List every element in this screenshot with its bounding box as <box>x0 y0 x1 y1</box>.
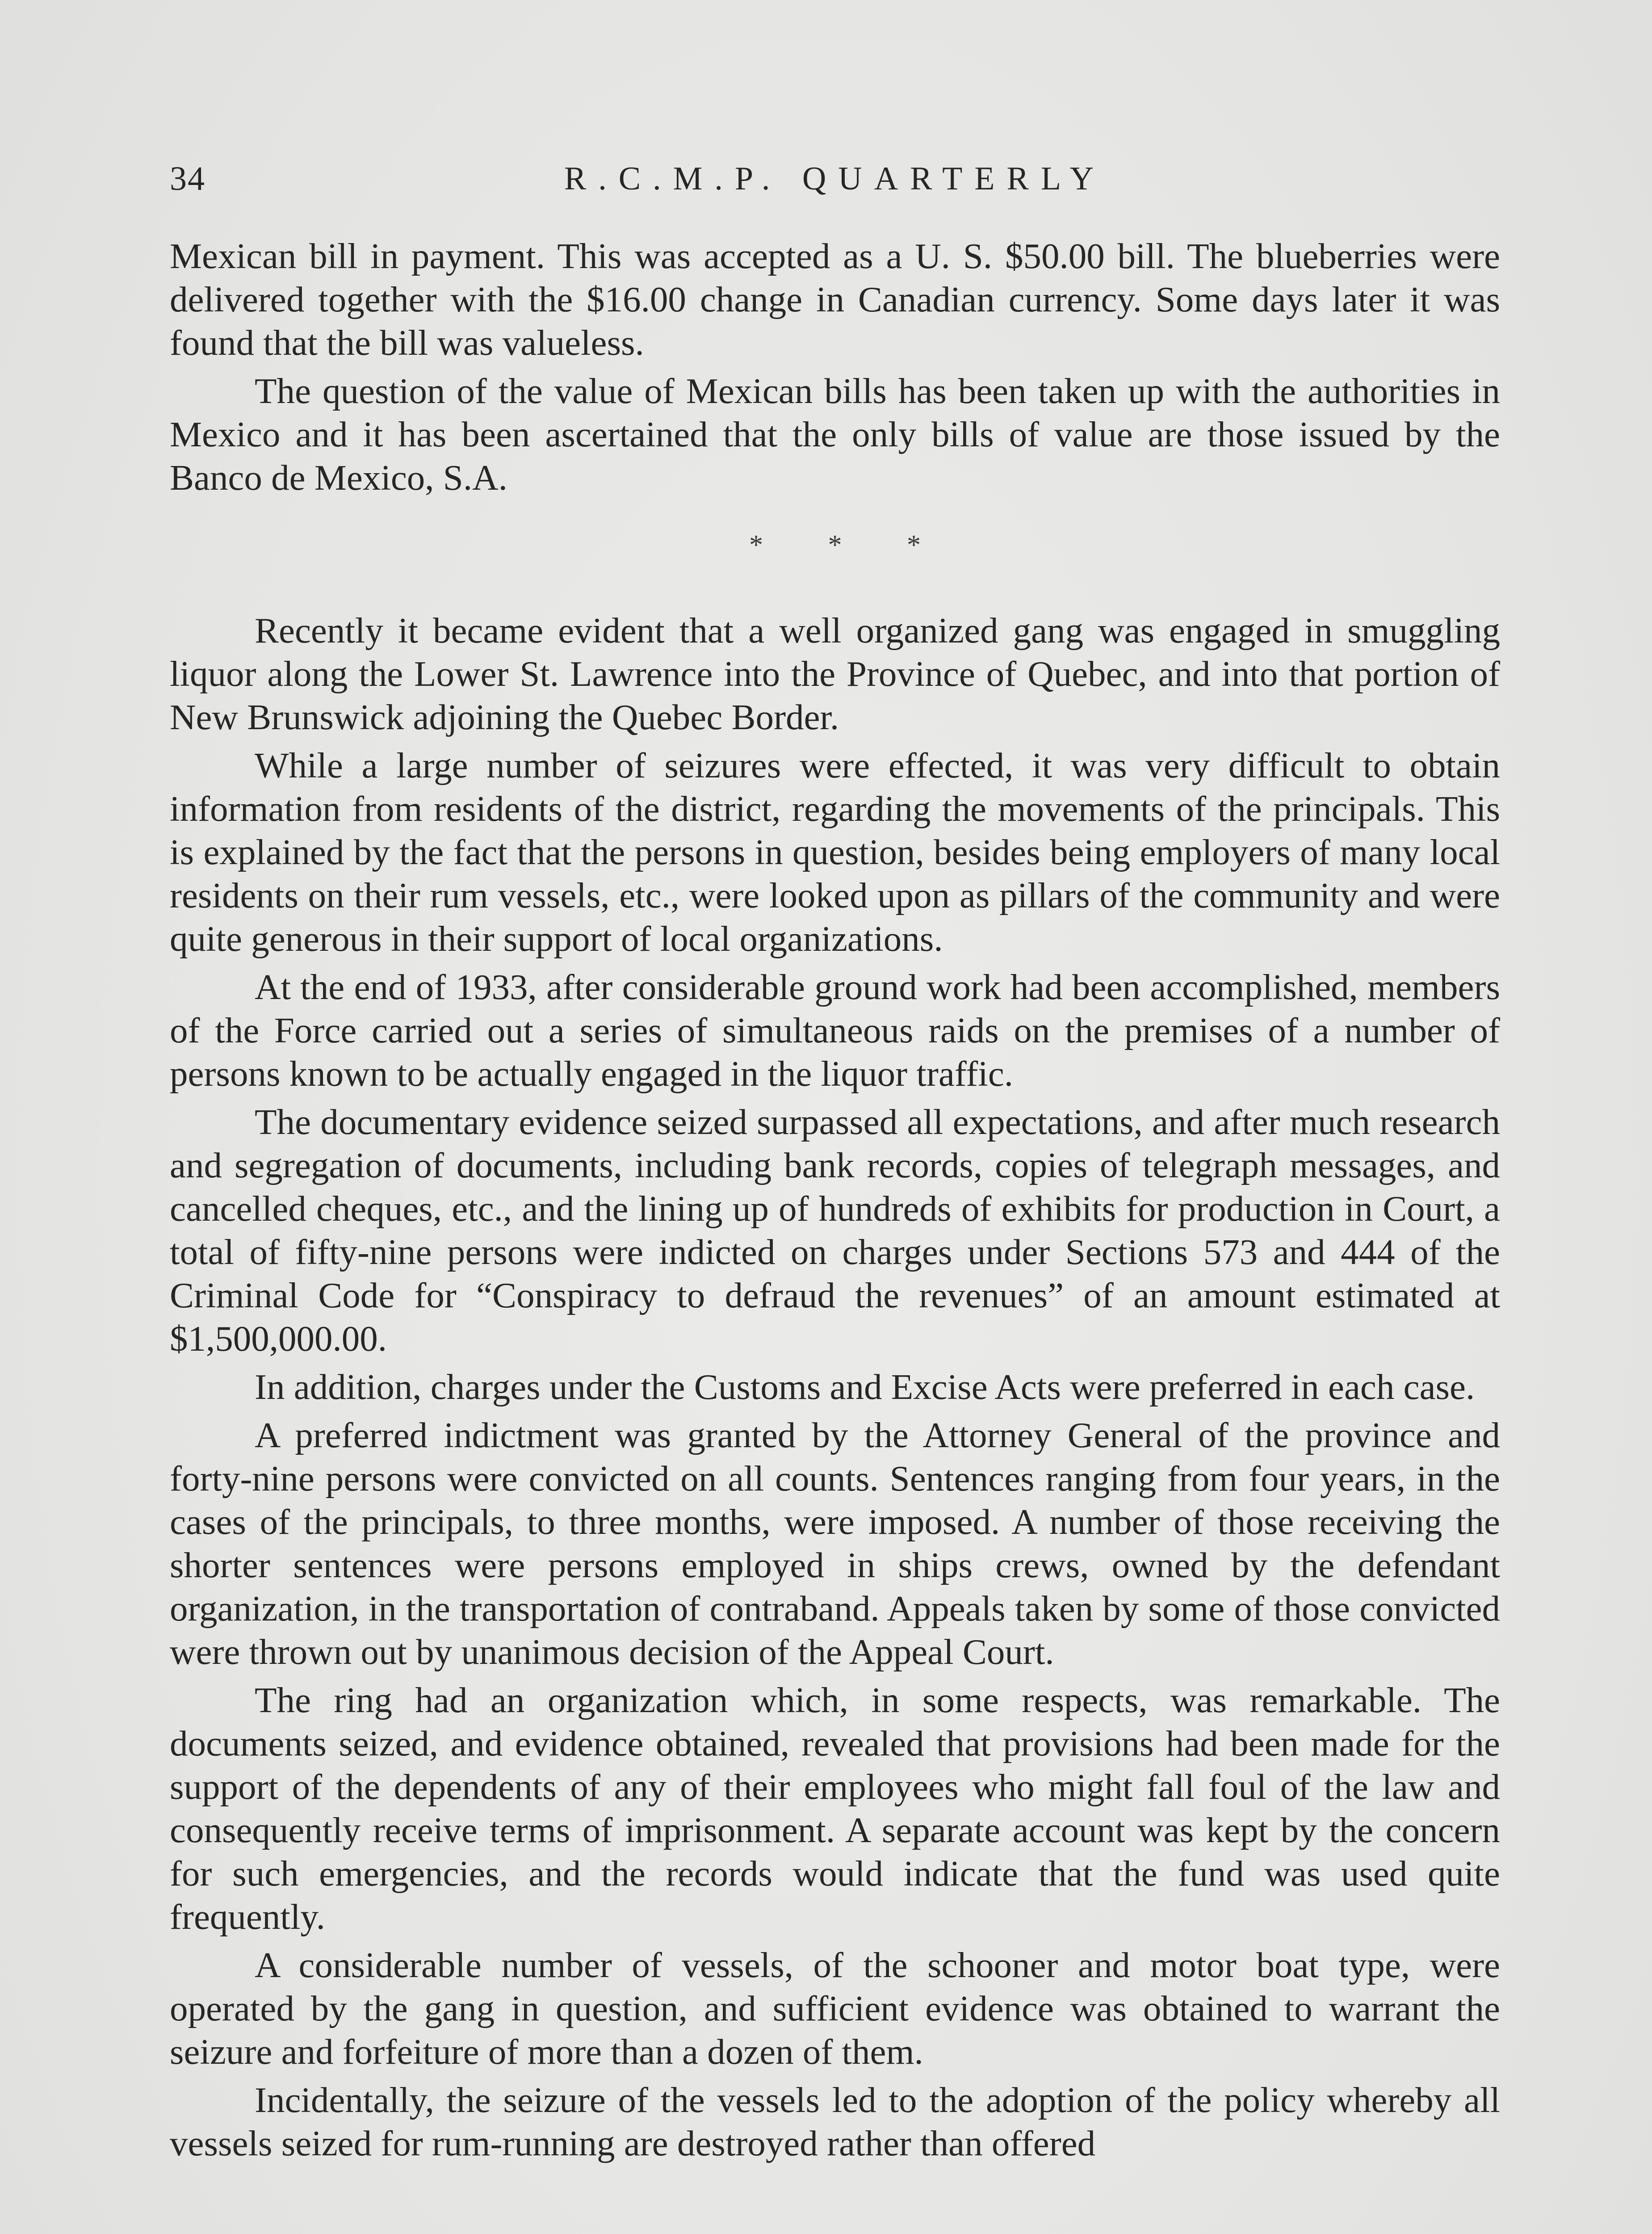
section-break <box>170 500 1500 609</box>
paragraph: The documentary evidence seized surpassed all expectations, and after much research and segregation of documents, including bank records, copies of telegraph messages, and cancelled cheques, etc., and the lining up of hundreds of exhibits for production in Court, a total of fifty-nine persons were indicted on charges under Sections 573 and 444 of the Criminal Code for “Conspiracy to defraud the revenues” of an amount estimated at $1,500,000.00. <box>170 1102 1500 1359</box>
section-break-stars: * * * <box>749 530 921 560</box>
paragraph: The ring had an organization which, in some respects, was remarkable. The documents seized, and evidence obtained, revealed that provisions had been made for the support of the dependents of any of their employees who might fall foul of the law and consequently receive terms of imprisonment. A separate account was kept by the concern for such emergencies, and the records would indicate that the fund was used quite frequently. <box>170 1680 1500 1937</box>
paragraph: A preferred indictment was granted by the Attorney General of the province and forty-nine persons were convicted on all counts. Sentences ranging from four years, in the cases of the principals, to three months, were imposed. A number of those receiving the shorter sentences were persons employed in ships crews, owned by the defendant organization, in the transportation of contraband. Appeals taken by some of those convicted were thrown out by unanimous decision of the Appeal Court. <box>170 1415 1500 1672</box>
paragraph: Recently it became evident that a well organized gang was engaged in smuggling liquor along the Lower St. Lawrence into the Province of Quebec, and into that portion of New Brunswick adjoining the Quebec Border. <box>170 610 1500 737</box>
page-header <box>170 154 1500 203</box>
paragraph: The question of the value of Mexican bills has been taken up with the authorities in Mexico and it has been ascertained that the only bills of value are those issued by the Banco de Mexico, S.A. <box>170 371 1500 498</box>
page-number: 34 <box>170 160 205 197</box>
running-head: R.C.M.P. QUARTERLY <box>564 160 1106 197</box>
article-body <box>170 235 1500 2165</box>
paragraph: At the end of 1933, after considerable ground work had been accomplished, members of the Force carried out a series of simultaneous raids on the premises of a number of persons known to be actually engaged in the liquor traffic. <box>170 967 1500 1094</box>
paragraph: Incidentally, the seizure of the vessels led to the adoption of the policy whereby all vessels seized for rum-running are destroyed rather than offered <box>170 2080 1500 2163</box>
paragraph: A considerable number of vessels, of the schooner and motor boat type, were operated by the gang in question, and sufficient evidence was obtained to warrant the seizure and forfeiture of more than a dozen of them. <box>170 1945 1500 2072</box>
paragraph: While a large number of seizures were effected, it was very difficult to obtain information from residents of the district, regarding the movements of the principals. This is explained by the fact that the persons in question, besides being employers of many local residents on their rum vessels, etc., were looked upon as pillars of the community and were quite generous in their support of local organizations. <box>170 745 1500 959</box>
continued-paragraph: Mexican bill in payment. This was accepted as a U. S. $50.00 bill. The blueberries were delivered together with the $16.00 change in Canadian currency. Some days later it was found that the bill was valueless. <box>170 236 1500 363</box>
paragraph: In addition, charges under the Customs and Excise Acts were preferred in each case. <box>255 1367 1475 1407</box>
